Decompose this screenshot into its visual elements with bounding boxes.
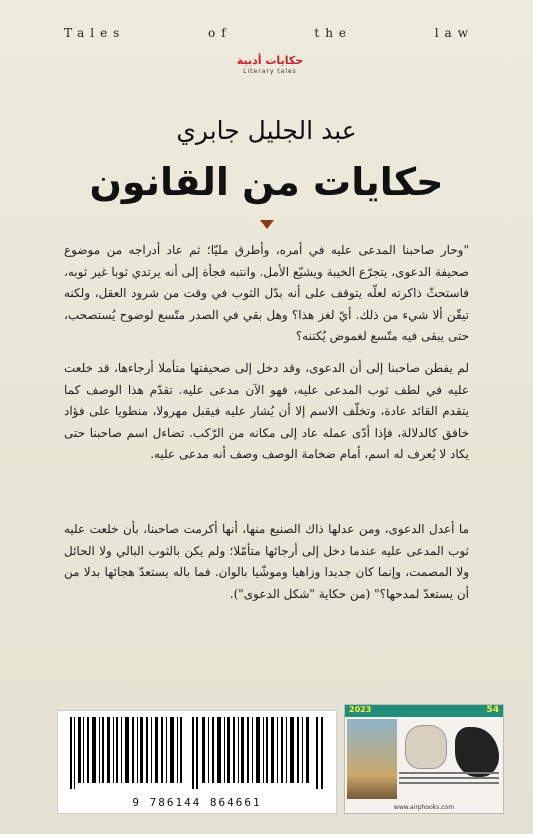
barcode-bars-icon: [66, 717, 328, 789]
sticker-price: 54: [486, 705, 499, 715]
series-word: Tales: [64, 26, 126, 40]
barcode: [57, 710, 337, 814]
series-title: [64, 26, 474, 40]
portrait-image-icon: [405, 725, 447, 769]
logo-arabic: حكايات أدبية: [236, 54, 304, 67]
blurb-paragraph-3: ما أعدل الدعوى، ومن عدلها ذاك الصنيع منها، أنها أكرمت صاحبنا، بأن خلعت عليه ثوب المدعى عليه عندما دخل إلى أرجائها متأمّلا؛ ولم يكن بالثوب البالي ولا الحائل ولا المصمت، وإنما كان جديدا وزاهيا وموشّيا بالوان. فما باله يستعدّ هجائها بدلا من أن يستعدّ لمدحها؟" (من حكاية "شكل الدعوى").: [64, 522, 470, 601]
sticker-year: 2023: [349, 705, 372, 714]
series-word: law: [434, 26, 474, 40]
sticker-text-lines: [399, 769, 499, 791]
series-word: of: [208, 26, 232, 40]
sticker-banner: [345, 705, 503, 717]
blurb-paragraph-2: لم يفطن صاحبنا إلى أن الدعوى، وقد دخل إلى صحيفتها متأملا أرجاءها، قد خلعت عليه في لطف ثوب المدعى عليه، فهو الآن مدعى عليه. تقدّم هذا الوصف كما يتقدم القائد عادة، وتخلّف الاسم إلا أن يُشار عليه فيقبل مهرولا، منطويا على فؤاد خافق كالدلالة، فإذا أدّى عمله عاد إلى مكانه من الرّكب. تضاءل اسم صاحبنا حتى يكاد لا يُعرف له اسم، أمام ضخامة الوصف وصف أنه مدعى عليه.: [64, 361, 469, 461]
book-title: حكايات من القانون: [89, 160, 444, 204]
logo-english: Literary tales: [243, 68, 297, 75]
author-name: عبد الجليل جابري: [176, 116, 357, 145]
price-sticker: [344, 704, 504, 814]
triangle-marker-icon: [260, 220, 274, 229]
series-word: the: [314, 26, 353, 40]
sticker-url: www.airphooks.com: [393, 804, 455, 811]
blurb-paragraph-1: "وحار صاحبنا المدعى عليه في أمره، وأطرق مليّا؛ ثم عاد أدراجه من موضوع صحيفة الدعوى، يتجرّع الخيبة ويشيّع الأمل. وانتبه فجأة إلى أنه يرتدي ثوبا غير ثوبه، فاستحثّ ذاكرته لعلّه يتوقف على أنه بدّل الثوب في وقت من شرود العقل، ولكنه تيقّن ألا شيء من ذلك. أيّ لغز هذا؟ وهل بقي في الصدر متّسع لوضوح يُستصحب، حتى يبقى فيه متّسع لغموض يُكتنه؟: [64, 243, 469, 343]
isbn-number: 9 786144 864661: [132, 796, 262, 809]
tower-image-icon: [347, 719, 397, 799]
publisher-logo: [230, 54, 310, 75]
